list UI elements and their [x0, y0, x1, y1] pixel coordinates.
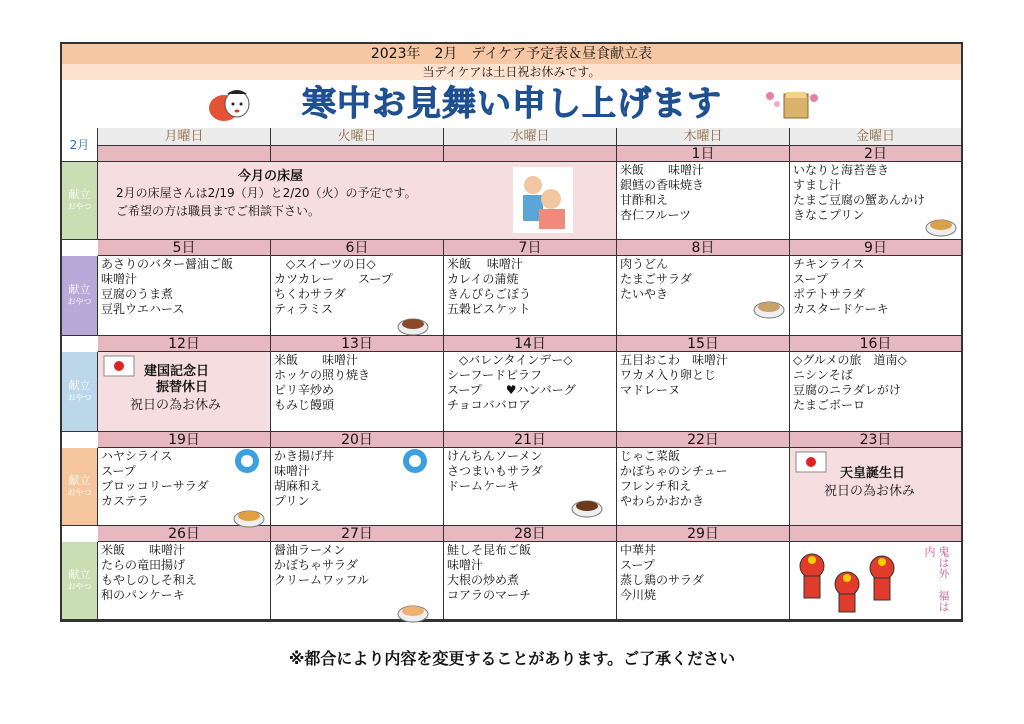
- date-thu: 1日: [617, 146, 790, 162]
- side-label: [62, 448, 98, 526]
- sheet-title: 2023年 2月 デイケア予定表＆昼食献立表: [62, 44, 961, 64]
- ramen-bowl-icon: [396, 598, 430, 624]
- menu-thu: 中華丼 スープ 蒸し鶏のサラダ 今川焼: [617, 542, 790, 620]
- inari-sushi-icon: [924, 212, 958, 238]
- menu-mon: あさりのバター醤油ご飯 味噌汁 豆腐のうま煮 豆乳ウエハース: [98, 256, 271, 336]
- menu-fri: ◇グルメの旅 道南◇ ニシンそば 豆腐のニラダレがけ たまごボーロ: [790, 352, 961, 432]
- barber-line2: ご希望の方は職員までご相談下さい。: [116, 204, 321, 218]
- side-main-label: 献立: [68, 378, 91, 392]
- date-mon: [98, 146, 271, 162]
- menu-fri: チキンライス スープ ポテトサラダ カスタードケーキ: [790, 256, 961, 336]
- menu-wed: 米飯 味噌汁 カレイの蒲焼 きんぴらごぼう 五穀ビスケット: [444, 256, 617, 336]
- weekday-fri: 金曜日: [790, 128, 961, 146]
- menu-mon: 米飯 味噌汁 たらの竜田揚げ もやしのしそ和え 和のパンケーキ: [98, 542, 271, 620]
- footer-note: ※都合により内容を変更することがあります。ご了承ください: [288, 649, 736, 668]
- month-label: 2月: [62, 128, 98, 162]
- date-tue: 13日: [271, 336, 444, 352]
- calendar-grid: [62, 128, 961, 620]
- greeting-text: 寒中お見舞い申し上げます: [302, 84, 722, 124]
- holiday-note: 祝日の為お休み: [824, 484, 916, 499]
- menu-wed: ◇バレンタインデー◇ シーフードピラフ スープ ♥ハンバーグ チョコババロア: [444, 352, 617, 432]
- fan-icon-tue: [400, 446, 430, 476]
- menu-sheet: [60, 42, 963, 622]
- date-fri: 16日: [790, 336, 961, 352]
- menu-wed: 鮭しそ昆布ご飯 味噌汁 大根の炒め煮 コアラのマーチ: [444, 542, 617, 620]
- menu-wed: けんちんソーメン さつまいもサラダ ドームケーキ: [444, 448, 617, 526]
- side-sub-label: おやつ: [67, 581, 92, 591]
- side-label: [62, 256, 98, 336]
- menu-mon: ハヤシライス スープ ブロッコリーサラダ カステラ: [98, 448, 271, 526]
- date-thu: 15日: [617, 336, 790, 352]
- date-tue: 27日: [271, 526, 444, 542]
- holiday-kenkoku: [98, 352, 271, 432]
- miso-soup-icon: [570, 493, 604, 519]
- date-mon: 12日: [98, 336, 271, 352]
- setsubun-illustration: [790, 542, 961, 620]
- date-fri: [790, 526, 961, 542]
- date-thu: 8日: [617, 240, 790, 256]
- oni-icon: [792, 546, 912, 616]
- barber-notice: [98, 162, 617, 240]
- holiday-name: 天皇誕生日: [840, 466, 906, 481]
- weekday-wed: 水曜日: [444, 128, 617, 146]
- weekday-thu: 木曜日: [617, 128, 790, 146]
- side-sub-label: おやつ: [67, 296, 92, 306]
- greeting-banner: [62, 80, 961, 129]
- udon-bowl-icon: [752, 294, 786, 320]
- japan-flag-icon: [102, 354, 138, 380]
- date-mon: 5日: [98, 240, 271, 256]
- holiday-note: 祝日の為お休み: [130, 398, 222, 413]
- barber-line1: 2月の床屋さんは2/19（月）と2/20（火）の予定です。: [116, 186, 417, 200]
- date-mon: 19日: [98, 432, 271, 448]
- date-wed: [444, 146, 617, 162]
- side-main-label: 献立: [68, 473, 91, 487]
- holiday-name: 建国記念日: [144, 364, 210, 379]
- side-sub-label: おやつ: [67, 392, 92, 402]
- side-sub-label: おやつ: [67, 487, 92, 497]
- setsubun-text: 鬼は外 福は内: [923, 546, 950, 612]
- otafuku-mask-icon: [202, 84, 252, 124]
- side-sub-label: おやつ: [67, 201, 92, 211]
- weekday-tue: 火曜日: [271, 128, 444, 146]
- menu-tue: 米飯 味噌汁 ホッケの照り焼き ピリ辛炒め もみじ饅頭: [271, 352, 444, 432]
- date-tue: [271, 146, 444, 162]
- japan-flag-icon: [794, 450, 830, 476]
- side-main-label: 献立: [68, 567, 91, 581]
- bean-box-icon: [762, 84, 822, 124]
- menu-thu: 五目おこわ 味噌汁 ワカメ入り卵とじ マドレーヌ: [617, 352, 790, 432]
- date-tue: 20日: [271, 432, 444, 448]
- menu-tue: かき揚げ丼 味噌汁 胡麻和え プリン: [271, 448, 444, 526]
- date-fri: 9日: [790, 240, 961, 256]
- menu-fri: いなりと海苔巻き すまし汁 たまご豆腐の蟹あんかけ きなこプリン: [790, 162, 961, 240]
- barber-title: 今月の床屋: [238, 169, 304, 184]
- holiday-sub: 振替休日: [156, 380, 209, 395]
- holiday-tenno: [790, 448, 961, 526]
- menu-thu: じゃこ菜飯 かぼちゃのシチュー フレンチ和え やわらかおかき: [617, 448, 790, 526]
- date-mon: 26日: [98, 526, 271, 542]
- menu-thu: 肉うどん たまごサラダ たいやき: [617, 256, 790, 336]
- side-label: [62, 542, 98, 620]
- castella-icon: [232, 503, 266, 529]
- date-fri: 2日: [790, 146, 961, 162]
- fan-icon-mon: [232, 446, 262, 476]
- menu-thu: 米飯 味噌汁 銀鱈の香味焼き 甘酢和え 杏仁フルーツ: [617, 162, 790, 240]
- sheet-subtitle: 当デイケアは土日祝お休みです。: [62, 64, 961, 80]
- date-wed: 7日: [444, 240, 617, 256]
- menu-tue: ◇スイーツの日◇ カツカレー スープ ちくわサラダ ティラミス: [271, 256, 444, 336]
- date-fri: 23日: [790, 432, 961, 448]
- barber-icon: [513, 167, 573, 233]
- date-wed: 21日: [444, 432, 617, 448]
- side-main-label: 献立: [68, 282, 91, 296]
- side-label: [62, 162, 98, 240]
- tiramisu-icon: [396, 311, 430, 337]
- date-tue: 6日: [271, 240, 444, 256]
- date-wed: 28日: [444, 526, 617, 542]
- date-thu: 22日: [617, 432, 790, 448]
- side-label: [62, 352, 98, 432]
- side-main-label: 献立: [68, 187, 91, 201]
- menu-tue: 醤油ラーメン かぼちゃサラダ クリームワッフル: [271, 542, 444, 620]
- date-thu: 29日: [617, 526, 790, 542]
- date-wed: 14日: [444, 336, 617, 352]
- weekday-mon: 月曜日: [98, 128, 271, 146]
